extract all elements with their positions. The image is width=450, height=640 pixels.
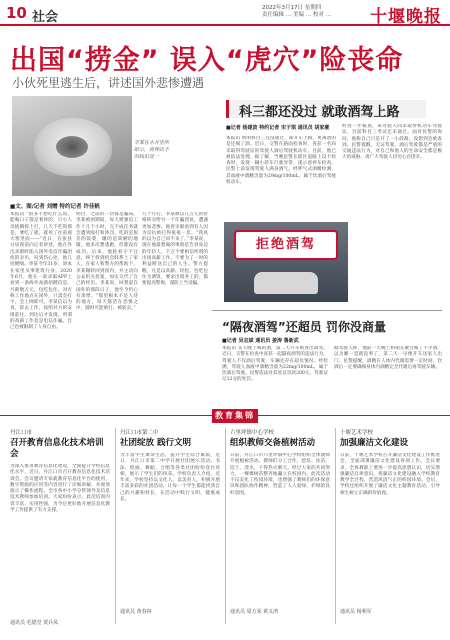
column-divider [115, 428, 116, 624]
edu-title: 召开教育信息化技术培训会 [10, 438, 104, 459]
story2-byline: ■记者 杨建波 特约记者 宋子琪 通讯员 胡家豪 [226, 125, 330, 131]
no-drunk-driving-sign [234, 230, 338, 260]
story3-byline: ■记者 吴志斌 通讯员 姜涛 鲁新武 [222, 338, 299, 344]
lead-headline: 出国“捞金” 误入“虎穴”险丧命 [10, 45, 404, 76]
car-image [254, 272, 318, 294]
story2-body-col2: 经进一步核查，该驾驶人尚未取得机动车驾驶证，目前科目三考试还未通过。面对民警的询问，他称自己只是开了一小段路，没想到会被查到。民警提醒，无证驾驶、酒后驾驶都是严重的交通违法行为，对自己和他人的生命安全都是极大的威胁，请广大驾驶人切勿心存侥幸。 [342, 124, 442, 161]
story2-headline-bar [226, 100, 426, 118]
edu-byline: 通讯员 周方荣 黄义鸿 [230, 609, 279, 615]
edu-column-1 [10, 428, 110, 626]
edu-byline: 通讯员 黄春林 [120, 609, 152, 615]
lead-photo [12, 96, 132, 196]
edu-body: 为深入推进教育信息化建设，全面提升学校信息化水平，近日，丹江口市召开教育信息化技术培训会。会议邀请专家就教育信息化平台的使用、数字资源的应用等内容进行了详细讲解，并现场演示了操作流程。全市各中小学分管领导及信息技术教师参加培训。大家纷纷表示，此次培训内容丰富、实用性强，为今后更好地开展信息化教学工作提供了有力支撑。 [10, 464, 110, 514]
story3-body-col2: 据驾驶人称，他前一天晚上和朋友聚会喝了不少酒，以为睡一觉就没事了，第二天一早便开车送家人出门。民警提醒，酒精在人体内代谢需要一定时间，饮酒后一定要确保身体内酒精完全代谢后再驾驶车辆。 [334, 346, 442, 370]
lead-photo-caption: 李某在水井里所暗示，将伸出手的线伯显一 [134, 140, 170, 160]
edu-title: 组织教师交备植树活动 [230, 438, 316, 448]
edu-byline: 通讯员 毛德堂 贾兵凤 [10, 620, 59, 626]
lead-subhead: 小伙死里逃生后，讲述国外悲惨遭遇 [12, 76, 205, 90]
lead-body-col1: 本报讯 “很多不想吃什么饭，能喝口子都是奢侈的，只小人员挑腾挥土打，几天不吃饭那是，要吃了就，就死了往前观大寒里面——”近日，在张县分居现前向记者讲述，他在外出求职时陷入国外电信诈骗团伙的亲历，说到伤心处，他几度哽咽。李某今年31岁，原本在家里从事建筑行业。2020年6月，他在一款求职APP上看到一条海外高薪招聘信息，月薪数万元，包吃包住。对方称工作地点在国外，只需会打字、会上网即可。李某信以为真，辞去工作，按照对方的安排前往。到达后才发现，所谓的高薪工作竟是电信诈骗，自己也被限制了人身自由。 [10, 212, 72, 331]
story3-headline: “隔夜酒驾”还超员 罚你没商量 [222, 320, 386, 334]
story2-headline: 科三都还没过 就敢酒驾上路 [239, 105, 400, 120]
sign-text: 拒绝酒驾 [255, 237, 316, 252]
education-banner: 教育集锦 [212, 409, 258, 423]
edu-body: 日前，丹江口市六里坪镇中心学校组织全体教师开展植树活动。教师们分工合作，挖坑、扶苗、培土、浇水，干得热火朝天。经过大家的共同努力，一棵棵树苗整齐地矗立在校园内。此次活动不仅美化了校园环境，也增强了教师们的环保意识和团队协作精神，营造了人人爱绿、护绿的良好氛围。 [230, 453, 330, 496]
edu-kicker: 十堰艺术学校 [340, 430, 374, 436]
lead-body-col3: 几个月后，李某被以几万元的价格转卖给另一个诈骗团伙，遭遇更加悲惨。他曾亲眼看到有人因为反抗被打得奄奄一息。“我真的以为自己回不来了。”李某说，现在他最想做的事就是告诉身边的年轻人，千万不要相信所谓的出国高薪工作，不要为了一时的利益断送自己的人生。警方提醒，凡是以高薪、轻松、包吃包住为诱饵，要求出境务工的，都要提高警惕，谨防上当受骗。 [142, 212, 208, 287]
newspaper-brand: 十堰晚报 [370, 7, 442, 27]
bowl-hole-image [56, 136, 88, 158]
lead-byline: ■文、图/记者 刘赠 特约记者 许佳帆 [10, 204, 100, 210]
edu-kicker: 六里坪镇中心学校 [230, 430, 275, 436]
edu-title: 加强廉洁文化建设 [340, 438, 409, 448]
story2-body-col1: 本报讯 明明科目三还没通过，却开车上路，更离谱的是还喝了酒。近日，交警在路面检查时，查获一名尚未取得驾驶证的驾驶人酒后驾驶机动车，目前，他已被依法处理。据了解，当晚民警在辖区道路上设卡检查时，发现一辆小轿车行驶异常，遂示意停车检查。民警上前发现驾驶人满身酒气，经呼气式酒精检测，其血液中酒精含量为29mg/100mL，属于饮酒后驾驶机动车。 [226, 136, 336, 186]
edu-body: 为丰富学生课余生活，提升学生综合素质，近日，丹江口市第二中学开展社团展示活动。书法、绘画、舞蹈、合唱等各类社团纷纷登台亮相，展示了学生们的风采。学校负责人介绍，近年来，学校坚持以文化人、以美育人，积极开展丰富多彩的社团活动，让每一个学生都能找到自己的兴趣和特长，在活动中践行文明、健康成长。 [120, 453, 220, 503]
dateline-editors: 责任编辑 … 美编 … 校对 … [262, 12, 332, 18]
edu-column-4 [340, 428, 440, 615]
edu-kicker: 丹江口市 [10, 430, 33, 436]
lead-body-col2: 明白，之前的一切都是骗局。李某被困期间，每天被强迫工作十几个小时，完不成任务就会遭到殴打和体罚，吃的是很差的饭菜，睡的是简陋的地铺。他多次想逃跑，但都没有成功。后来，他趁看守不注意，终于找到机会联系上了家人。在家人和警方的帮助下，李某辗转回到国内，并主动向公安机关投案，如实交代了自己的经历。李某说，回想起在国外的那段日子，他至今仍心有余悸。“那里根本不是人待的地方，每天都活在恐惧之中，随时可能被打、被转卖。” [76, 212, 138, 312]
section-name: 社会 [32, 10, 59, 25]
column-divider [335, 428, 336, 624]
story3-body-col1: 本报讯 头天晚上喝的酒，第二天开车被查出酒驾。近日，交警在检查中查获一起隔夜酒驾的违法行为，驾驶人不仅酒后驾驶，车辆还存在超员情况。经检测，驾驶人血液中酒精含量为22mg/100mL，属于饮酒后驾驶。民警依法对其处以罚款200元、驾驶证记12分的处罚。 [222, 346, 328, 383]
edu-column-3 [230, 428, 330, 615]
story-divider [212, 310, 442, 311]
masthead [0, 0, 450, 26]
edu-byline: 通讯员 杨利军 [340, 609, 372, 615]
edu-body: 日前，十堰艺术学校召开廉洁文化建设工作推进会，全面部署廉洁文化建设各项工作。会议要求，全体教职工要进一步提高思想认识，切实增强廉洁自律意识，将廉洁文化建设融入学校教育教学全过程，营造风清气正的校园环境。会后，学校还组织开展了廉洁文化主题教育活动，引导师生树立正确的价值观。 [340, 453, 440, 496]
edu-column-2 [120, 428, 220, 615]
dateline [262, 5, 362, 19]
dateline-date: 2022年3月17日 星期四 [262, 5, 322, 11]
story2-photo [224, 222, 348, 302]
page-number: 10 [6, 4, 27, 22]
column-divider [225, 428, 226, 624]
edu-title: 社团绽放 践行文明 [120, 438, 191, 448]
edu-kicker: 丹江口市第二中 [120, 430, 159, 436]
